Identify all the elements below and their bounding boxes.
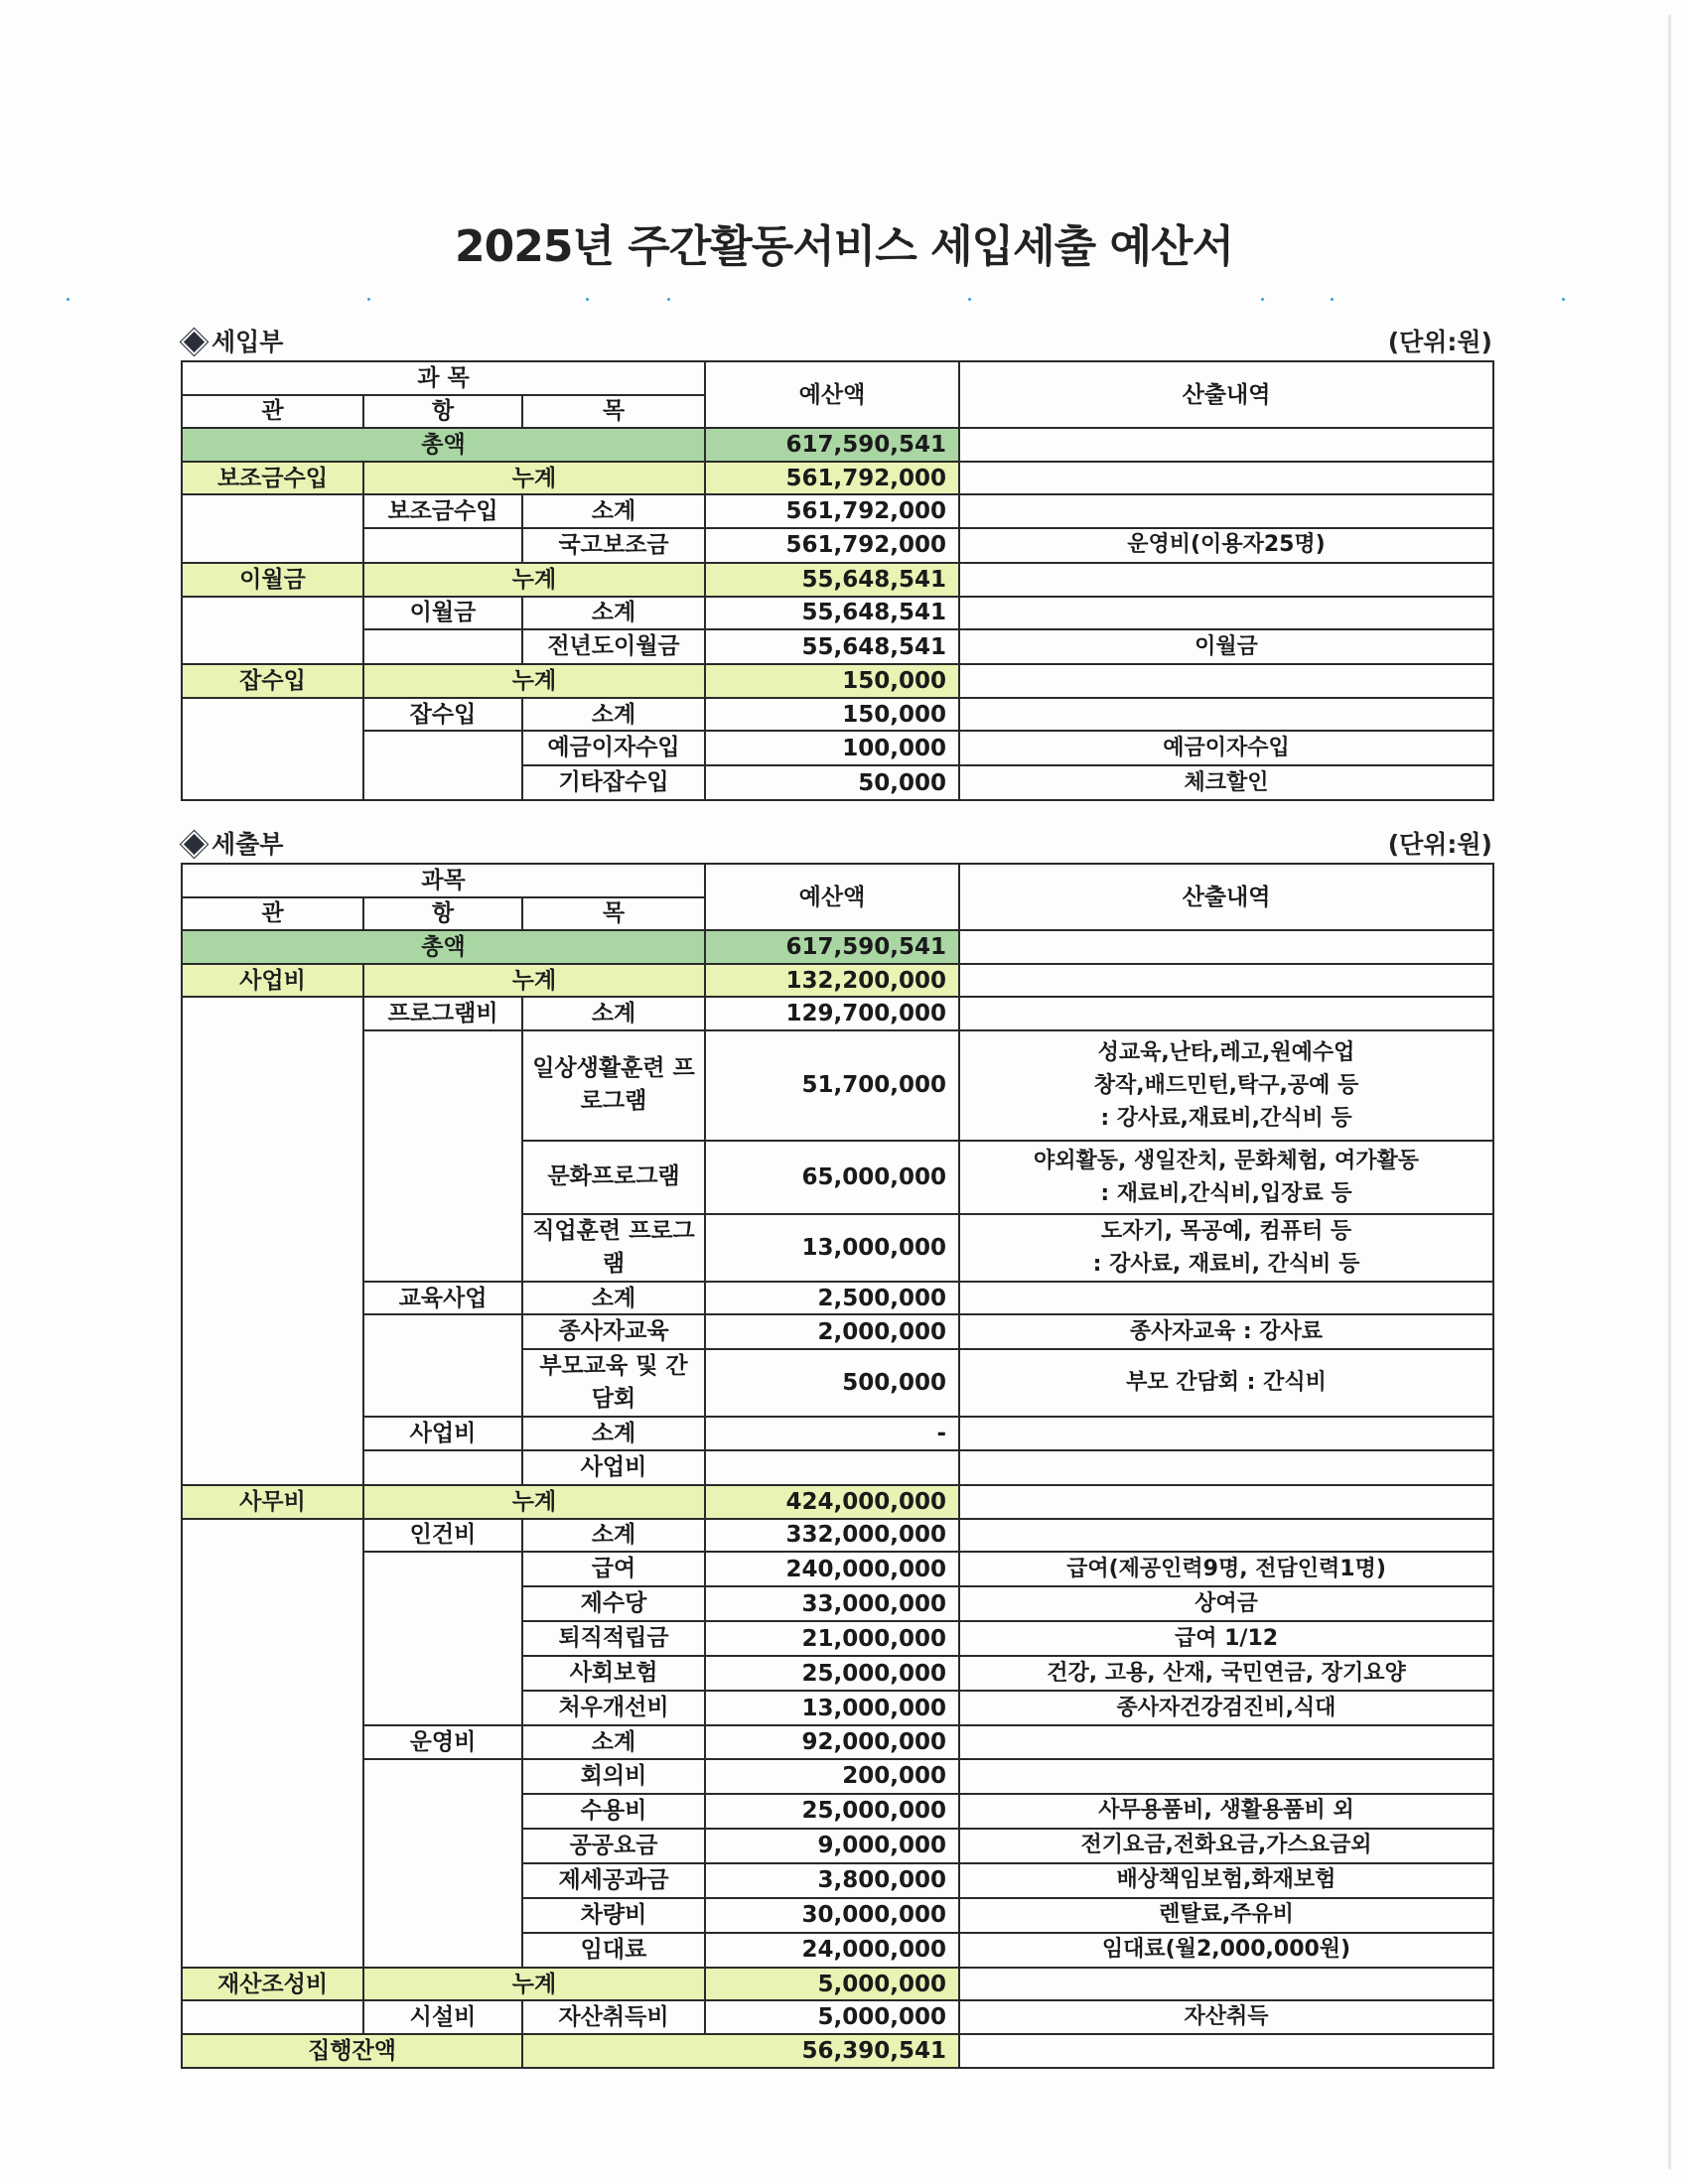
sub-detail	[959, 494, 1493, 528]
item-detail	[959, 1794, 1493, 1829]
balance-detail	[959, 2034, 1493, 2068]
item-detail	[959, 1141, 1493, 1214]
hang-label: 프로그램비	[363, 997, 522, 1030]
item-detail: 이월금	[959, 629, 1493, 664]
sub-amount: 150,000	[705, 698, 959, 732]
item-detail	[959, 1863, 1493, 1898]
total-amount: 617,590,541	[705, 428, 959, 462]
sub-label: 소계	[522, 1725, 705, 1759]
sum-label: 누계	[363, 964, 705, 998]
hang-label: 인건비	[363, 1519, 522, 1553]
sub-label: 소계	[522, 997, 705, 1030]
item-amount: 5,000,000	[705, 2000, 959, 2034]
item-amount: 100,000	[705, 731, 959, 765]
detail-line: 야외활동, 생일잔치, 문화체험, 여가활동	[1033, 1148, 1420, 1173]
item-detail	[959, 1314, 1493, 1349]
hang-blank	[363, 1030, 522, 1282]
header-amount: 예산액	[705, 864, 959, 930]
item-detail	[959, 1691, 1493, 1725]
sub-detail	[959, 997, 1493, 1030]
table-row	[182, 2000, 1493, 2034]
table-row	[182, 1552, 1493, 1586]
mok-label: 기타잡수입	[522, 765, 705, 800]
hang-label: 시설비	[363, 2000, 522, 2034]
mok-label: 전년도이월금	[522, 629, 705, 664]
detail-line: 급여(제공인력9명, 전담인력1명)	[1066, 1556, 1386, 1581]
detail-line: 건강, 고용, 산재, 국민연금, 장기요양	[1047, 1660, 1406, 1686]
gwan-blank	[182, 597, 363, 665]
item-amount: 55,648,541	[705, 629, 959, 664]
mok-label: 국고보조금	[522, 528, 705, 563]
item-amount: 33,000,000	[705, 1586, 959, 1621]
sum-detail	[959, 1968, 1493, 2001]
header-detail: 산출내역	[959, 361, 1493, 428]
item-detail	[959, 1586, 1493, 1621]
table-row	[182, 664, 1493, 698]
gwan-label: 사업비	[182, 964, 363, 998]
table-row	[182, 2034, 1493, 2068]
sub-detail	[959, 1282, 1493, 1315]
mok-label: 퇴직적립금	[522, 1621, 705, 1656]
table-row	[182, 1725, 1493, 1759]
detail-line: 전기요금,전화요금,가스요금외	[1080, 1833, 1372, 1858]
hang-blank	[363, 1314, 522, 1417]
gwan-label: 재산조성비	[182, 1968, 363, 2001]
table-row	[182, 731, 1493, 765]
detail-line: 부모 간담회 : 간식비	[1126, 1370, 1327, 1396]
hang-label: 보조금수입	[363, 494, 522, 528]
sum-label: 누계	[363, 462, 705, 495]
hang-label: 잡수입	[363, 698, 522, 732]
expense-table	[181, 863, 1494, 2069]
sum-detail	[959, 563, 1493, 597]
table-row	[182, 1030, 1493, 1141]
mok-label: 회의비	[522, 1759, 705, 1794]
table-row	[182, 563, 1493, 597]
item-detail	[959, 1656, 1493, 1691]
item-detail: 체크할인	[959, 765, 1493, 800]
gwan-blank	[182, 2000, 363, 2034]
sub-label: 소계	[522, 698, 705, 732]
item-amount: 25,000,000	[705, 1656, 959, 1691]
table-row	[182, 1759, 1493, 1794]
sub-label: 소계	[522, 1282, 705, 1315]
sub-amount: 92,000,000	[705, 1725, 959, 1759]
hang-blank	[363, 1552, 522, 1725]
table-row	[182, 428, 1493, 462]
sub-amount: 561,792,000	[705, 494, 959, 528]
diamond-icon	[181, 329, 208, 355]
table-row	[182, 528, 1493, 563]
detail-line: 자산취득	[1184, 2004, 1269, 2030]
sub-amount: -	[705, 1417, 959, 1450]
mok-label: 제수당	[522, 1586, 705, 1621]
item-detail	[959, 1759, 1493, 1794]
header-mok: 목	[522, 897, 705, 931]
sum-label: 누계	[363, 1968, 705, 2001]
sub-label: 소계	[522, 494, 705, 528]
scan-dots	[0, 298, 1688, 302]
revenue-unit-label: (단위:원)	[1387, 328, 1492, 356]
table-row	[182, 1417, 1493, 1450]
table-row	[182, 1485, 1493, 1519]
sub-amount: 129,700,000	[705, 997, 959, 1030]
item-detail	[959, 1552, 1493, 1586]
detail-line: 종사자건강검진비,식대	[1116, 1695, 1336, 1720]
sum-amount: 132,200,000	[705, 964, 959, 998]
header-hang: 항	[363, 897, 522, 931]
mok-label: 문화프로그램	[522, 1141, 705, 1214]
table-row	[182, 629, 1493, 664]
sub-label: 소계	[522, 1417, 705, 1450]
sum-amount: 424,000,000	[705, 1485, 959, 1519]
total-label: 총액	[182, 428, 705, 462]
detail-line: 창작,배드민턴,탁구,공예 등	[1093, 1072, 1359, 1098]
table-row	[182, 462, 1493, 495]
mok-label: 공공요금	[522, 1829, 705, 1863]
sum-amount: 150,000	[705, 664, 959, 698]
mok-label: 일상생활훈련 프로그램	[522, 1030, 705, 1141]
gwan-label: 잡수입	[182, 664, 363, 698]
mok-label: 급여	[522, 1552, 705, 1586]
item-amount: 21,000,000	[705, 1621, 959, 1656]
table-row	[182, 1968, 1493, 2001]
sub-amount: 2,500,000	[705, 1282, 959, 1315]
table-row	[182, 1314, 1493, 1349]
balance-amount: 56,390,541	[522, 2034, 959, 2068]
gwan-label: 이월금	[182, 563, 363, 597]
sub-detail	[959, 698, 1493, 732]
item-amount: 13,000,000	[705, 1691, 959, 1725]
hang-label: 교육사업	[363, 1282, 522, 1315]
header-gwan: 관	[182, 897, 363, 931]
hang-blank	[363, 1450, 522, 1485]
table-row	[182, 864, 1493, 897]
mok-label: 종사자교육	[522, 1314, 705, 1349]
item-amount: 9,000,000	[705, 1829, 959, 1863]
detail-line: 배상책임보험,화재보험	[1116, 1867, 1336, 1893]
detail-line: : 재료비,간식비,입장료 등	[1100, 1180, 1352, 1206]
total-detail	[959, 428, 1493, 462]
gwan-blank	[182, 1519, 363, 1968]
detail-line: 렌탈료,주유비	[1159, 1902, 1294, 1928]
table-row	[182, 1519, 1493, 1553]
hang-blank	[363, 1759, 522, 1968]
table-row	[182, 597, 1493, 630]
item-detail	[959, 2000, 1493, 2034]
item-detail	[959, 1450, 1493, 1485]
table-row	[182, 1282, 1493, 1315]
total-label: 총액	[182, 930, 705, 964]
mok-label: 임대료	[522, 1933, 705, 1968]
table-row	[182, 494, 1493, 528]
sub-detail	[959, 1519, 1493, 1553]
table-row	[182, 997, 1493, 1030]
header-subject: 과 목	[182, 361, 705, 395]
sum-detail	[959, 964, 1493, 998]
table-row	[182, 964, 1493, 998]
item-amount: 13,000,000	[705, 1214, 959, 1282]
sub-detail	[959, 597, 1493, 630]
gwan-label: 사무비	[182, 1485, 363, 1519]
item-detail	[959, 1030, 1493, 1141]
sum-amount: 55,648,541	[705, 563, 959, 597]
mok-label: 수용비	[522, 1794, 705, 1829]
sub-detail	[959, 1725, 1493, 1759]
item-detail	[959, 1829, 1493, 1863]
detail-line: 성교육,난타,레고,원예수업	[1097, 1039, 1355, 1065]
detail-line: : 강사료,재료비,간식비 등	[1100, 1105, 1352, 1131]
sum-label: 누계	[363, 1485, 705, 1519]
mok-label: 사회보험	[522, 1656, 705, 1691]
item-detail: 예금이자수입	[959, 731, 1493, 765]
sub-amount: 332,000,000	[705, 1519, 959, 1553]
sum-detail	[959, 462, 1493, 495]
item-amount: 25,000,000	[705, 1794, 959, 1829]
page-edge-line	[1668, 15, 1671, 2169]
item-detail	[959, 1933, 1493, 1968]
sum-detail	[959, 1485, 1493, 1519]
table-row	[182, 930, 1493, 964]
item-amount: 3,800,000	[705, 1863, 959, 1898]
detail-line: : 강사료, 재료비, 간식비 등	[1092, 1251, 1360, 1277]
item-amount: 30,000,000	[705, 1898, 959, 1933]
gwan-label: 보조금수입	[182, 462, 363, 495]
total-amount: 617,590,541	[705, 930, 959, 964]
sub-amount: 55,648,541	[705, 597, 959, 630]
item-amount: 51,700,000	[705, 1030, 959, 1141]
balance-label: 집행잔액	[182, 2034, 522, 2068]
mok-label: 예금이자수입	[522, 731, 705, 765]
mok-label: 자산취득비	[522, 2000, 705, 2034]
header-subject: 과목	[182, 864, 705, 897]
mok-label: 처우개선비	[522, 1691, 705, 1725]
gwan-blank	[182, 494, 363, 563]
detail-line: 급여 1/12	[1174, 1625, 1279, 1651]
item-amount: 200,000	[705, 1759, 959, 1794]
hang-blank	[363, 629, 522, 664]
expense-unit-label: (단위:원)	[1387, 830, 1492, 859]
sum-amount: 561,792,000	[705, 462, 959, 495]
sub-detail	[959, 1417, 1493, 1450]
item-amount: 2,000,000	[705, 1314, 959, 1349]
hang-blank	[363, 528, 522, 563]
item-amount: 50,000	[705, 765, 959, 800]
item-detail	[959, 1621, 1493, 1656]
table-row	[182, 361, 1493, 395]
detail-line: 사무용품비, 생활용품비 외	[1098, 1798, 1354, 1824]
item-amount: 24,000,000	[705, 1933, 959, 1968]
gwan-blank	[182, 698, 363, 801]
item-amount: 65,000,000	[705, 1141, 959, 1214]
sub-label: 소계	[522, 597, 705, 630]
table-row	[182, 698, 1493, 732]
expense-section-label: 세출부	[181, 825, 283, 861]
hang-blank	[363, 731, 522, 800]
header-mok: 목	[522, 395, 705, 429]
header-hang: 항	[363, 395, 522, 429]
mok-label: 직업훈련 프로그램	[522, 1214, 705, 1282]
hang-label: 운영비	[363, 1725, 522, 1759]
mok-label: 부모교육 및 간담회	[522, 1349, 705, 1417]
revenue-table	[181, 360, 1494, 801]
sum-detail	[959, 664, 1493, 698]
hang-label: 이월금	[363, 597, 522, 630]
mok-label: 차량비	[522, 1898, 705, 1933]
mok-label: 제세공과금	[522, 1863, 705, 1898]
detail-line: 임대료(월2,000,000원)	[1101, 1937, 1351, 1963]
item-amount: 240,000,000	[705, 1552, 959, 1586]
header-gwan: 관	[182, 395, 363, 429]
total-detail	[959, 930, 1493, 964]
hang-label: 사업비	[363, 1417, 522, 1450]
gwan-blank	[182, 997, 363, 1485]
sub-label: 소계	[522, 1519, 705, 1553]
mok-label: 사업비	[522, 1450, 705, 1485]
sum-label: 누계	[363, 664, 705, 698]
header-detail: 산출내역	[959, 864, 1493, 930]
sum-amount: 5,000,000	[705, 1968, 959, 2001]
detail-line: 상여금	[1195, 1590, 1258, 1616]
item-amount	[705, 1450, 959, 1485]
item-detail	[959, 1349, 1493, 1417]
revenue-section-label: 세입부	[181, 323, 283, 358]
diamond-icon	[181, 831, 208, 858]
detail-line: 도자기, 목공예, 컴퓨터 등	[1100, 1218, 1352, 1244]
page-title: 2025년 주간활동서비스 세입세출 예산서	[455, 221, 1233, 272]
item-amount: 500,000	[705, 1349, 959, 1417]
header-amount: 예산액	[705, 361, 959, 428]
sum-label: 누계	[363, 563, 705, 597]
item-detail	[959, 1898, 1493, 1933]
item-detail: 운영비(이용자25명)	[959, 528, 1493, 563]
item-detail	[959, 1214, 1493, 1282]
table-row	[182, 1450, 1493, 1485]
item-amount: 561,792,000	[705, 528, 959, 563]
detail-line: 종사자교육 : 강사료	[1129, 1318, 1324, 1344]
